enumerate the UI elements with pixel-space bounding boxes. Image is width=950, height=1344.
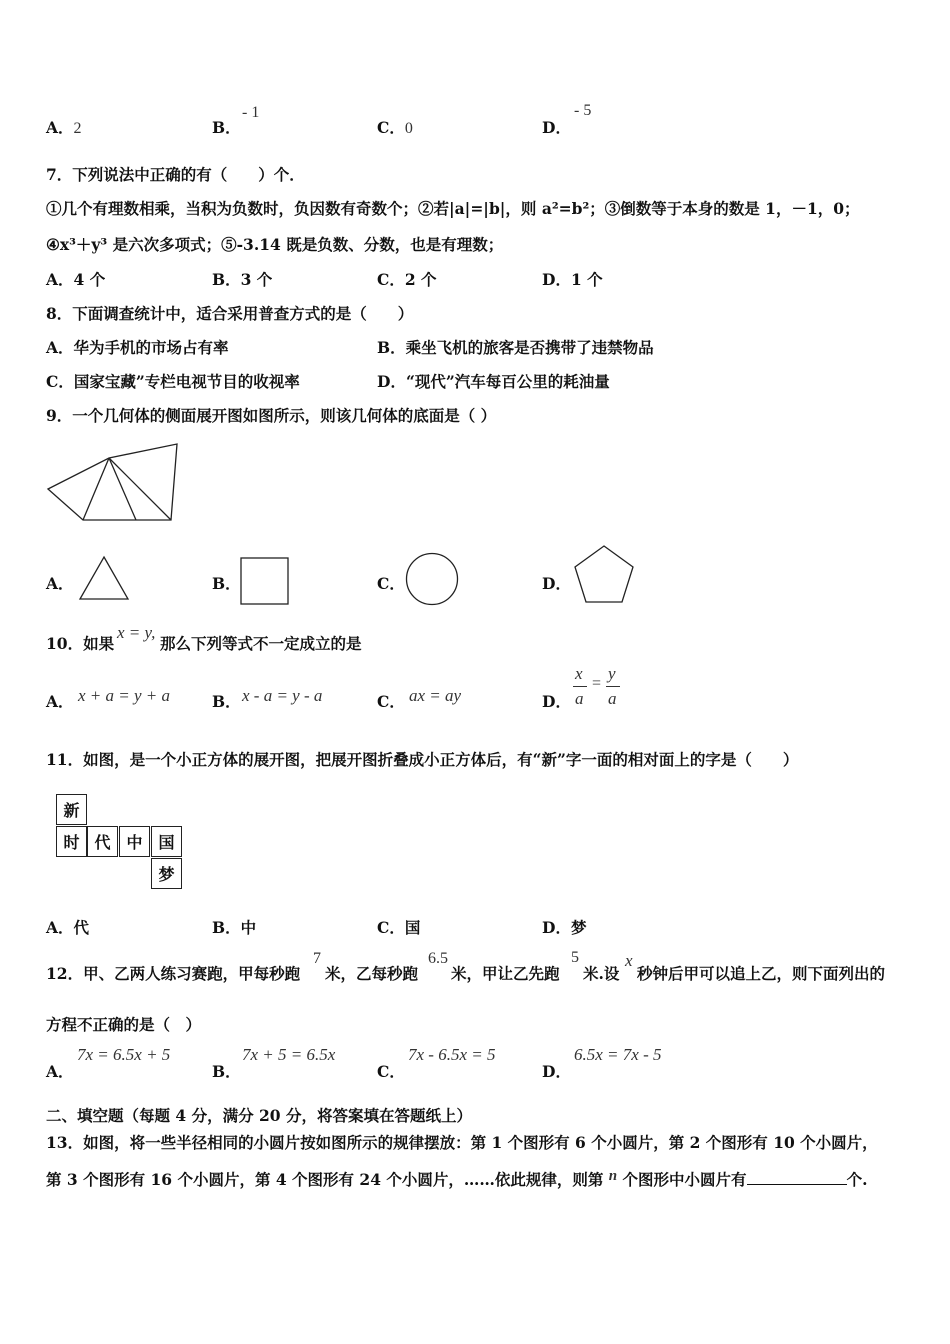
triangle-icon[interactable]	[78, 555, 130, 601]
q9-option-d[interactable]: D．	[542, 574, 571, 593]
q13-line2-end: 个.	[846, 1170, 868, 1189]
q12-speed-a: 7	[313, 950, 321, 967]
q12-stem-part5: 秒钟后甲可以追上乙，则下面列出的	[637, 964, 886, 983]
q12-option-d-label[interactable]: D．	[542, 1062, 571, 1081]
q13-line2-middle: 个图形中小圆片有	[622, 1170, 747, 1189]
q10-option-a-label[interactable]: A．	[46, 692, 74, 711]
q12-speed-b: 6.5	[428, 950, 448, 967]
q7-option-b[interactable]: B．3 个	[212, 270, 273, 289]
q11-option-b[interactable]: B．中	[212, 918, 257, 937]
q13-line2	[46, 1168, 867, 1190]
q12-option-b-label[interactable]: B．	[212, 1062, 241, 1081]
q12-option-a-label[interactable]: A．	[46, 1062, 74, 1081]
q10-d-denominator-a: a	[608, 689, 617, 708]
q11-option-a[interactable]: A．代	[46, 918, 90, 937]
fraction-bar	[573, 686, 587, 687]
pentagon-icon[interactable]	[573, 544, 635, 604]
option-label: B．	[212, 118, 241, 137]
q8-option-a[interactable]: A．华为手机的市场占有率	[46, 338, 229, 357]
net-cell-zhong: 中	[119, 826, 150, 857]
q10-option-b-expr: x - a = y - a	[242, 686, 323, 705]
q13-variable-n: n	[608, 1168, 618, 1184]
net-cell-meng: 梦	[151, 858, 182, 889]
q10-option-c-expr: ax = ay	[409, 686, 462, 705]
option-label: D．	[542, 118, 571, 137]
option-label: C．	[377, 118, 405, 137]
q12-option-a-expr: 7x = 6.5x + 5	[77, 1045, 171, 1064]
option-value: 2	[73, 120, 82, 137]
q6-option-a[interactable]	[46, 116, 82, 138]
q6-option-b[interactable]	[212, 116, 241, 138]
option-label: A．	[46, 118, 74, 137]
net-cell-guo: 国	[151, 826, 182, 857]
q11-option-c[interactable]: C．国	[377, 918, 421, 937]
q8-option-d[interactable]: D．“现代”汽车每百公里的耗油量	[377, 372, 610, 391]
q7-option-d[interactable]: D．1 个	[542, 270, 603, 289]
net-cell-dai: 代	[87, 826, 118, 857]
q7-statement-line2: ④x³＋y³ 是六次多项式；⑤-3.14 既是负数、分数，也是有理数；	[46, 235, 504, 254]
q10-stem-number: 10．如果	[46, 634, 115, 653]
option-value: 0	[404, 120, 413, 137]
q12-stem-part2: 米，乙每秒跑	[325, 964, 419, 983]
q10-option-d-label[interactable]: D．	[542, 692, 571, 711]
q11-option-d[interactable]: D．梦	[542, 918, 587, 937]
q12-stem-part3: 米，甲让乙先跑	[451, 964, 560, 983]
net-cell-xin: 新	[56, 794, 87, 825]
q7-option-c[interactable]: C．2 个	[377, 270, 437, 289]
q9-option-b[interactable]: B．	[212, 574, 241, 593]
q10-stem-rest: 那么下列等式不一定成立的是	[160, 634, 362, 653]
fraction-bar	[606, 686, 620, 687]
q12-stem-line2: 方程不正确的是（ ）	[46, 1015, 202, 1034]
q9-option-c[interactable]: C．	[377, 574, 405, 593]
q12-option-c-expr: 7x - 6.5x = 5	[408, 1045, 496, 1064]
q12-stem-part1: 12．甲、乙两人练习赛跑，甲每秒跑	[46, 964, 301, 983]
q10-condition: x = y,	[117, 623, 156, 642]
lateral-surface-net-figure	[40, 440, 185, 530]
q10-d-numerator-y: y	[608, 664, 616, 683]
q7-option-a[interactable]: A．4 个	[46, 270, 106, 289]
q10-d-equals: =	[592, 675, 602, 692]
q13-line2-start: 第 3 个图形有 16 个小圆片，第 4 个图形有 24 个小圆片，……依此规律，则第	[46, 1170, 604, 1189]
q8-option-b[interactable]: B．乘坐飞机的旅客是否携带了违禁物品	[377, 338, 654, 357]
q10-d-numerator-x: x	[575, 664, 583, 683]
q12-option-b-expr: 7x + 5 = 6.5x	[242, 1045, 336, 1064]
q12-variable-x: x	[625, 951, 633, 970]
q9-option-a[interactable]: A．	[46, 574, 74, 593]
net-cell-shi: 时	[56, 826, 87, 857]
q12-option-d-expr: 6.5x = 7x - 5	[574, 1045, 662, 1064]
q6-option-c[interactable]	[377, 116, 413, 138]
q12-option-c-label[interactable]: C．	[377, 1062, 405, 1081]
q10-d-denominator-a: a	[575, 689, 584, 708]
q7-stem: 7．下列说法中正确的有（ ）个．	[46, 165, 305, 184]
q6-option-b-value: - 1	[242, 104, 260, 121]
q9-stem: 9．一个几何体的侧面展开图如图所示，则该几何体的底面是（ ）	[46, 406, 497, 425]
q12-stem-part4: 米.设	[583, 964, 620, 983]
answer-blank[interactable]	[747, 1170, 847, 1185]
q7-statement-line1: ①几个有理数相乘，当积为负数时，负因数有奇数个；②若|a|=|b|，则 a²=b²；③倒数等于本身的数是 1，－1，0；	[46, 199, 860, 218]
q6-option-d-value: - 5	[574, 102, 592, 119]
square-icon[interactable]	[240, 557, 290, 605]
q10-option-b-label[interactable]: B．	[212, 692, 241, 711]
section-heading: 二、填空题（每题 4 分，满分 20 分，将答案填在答题纸上）	[46, 1106, 472, 1125]
q12-head-start: 5	[571, 949, 579, 966]
q13-line1: 13．如图，将一些半径相同的小圆片按如图所示的规律摆放：第 1 个图形有 6 个小圆片，第 2 个图形有 10 个小圆片，	[46, 1133, 878, 1152]
q10-option-c-label[interactable]: C．	[377, 692, 405, 711]
q8-stem: 8．下面调查统计中，适合采用普查方式的是（ ）	[46, 304, 414, 323]
q11-stem: 11．如图，是一个小正方体的展开图，把展开图折叠成小正方体后，有“新”字一面的相对面上的字是（ ）	[46, 750, 799, 769]
q8-option-c[interactable]: C．国家宝藏”专栏电视节目的收视率	[46, 372, 300, 391]
q6-option-d[interactable]	[542, 116, 571, 138]
q10-option-a-expr: x + a = y + a	[78, 686, 171, 705]
circle-icon[interactable]	[405, 552, 459, 606]
